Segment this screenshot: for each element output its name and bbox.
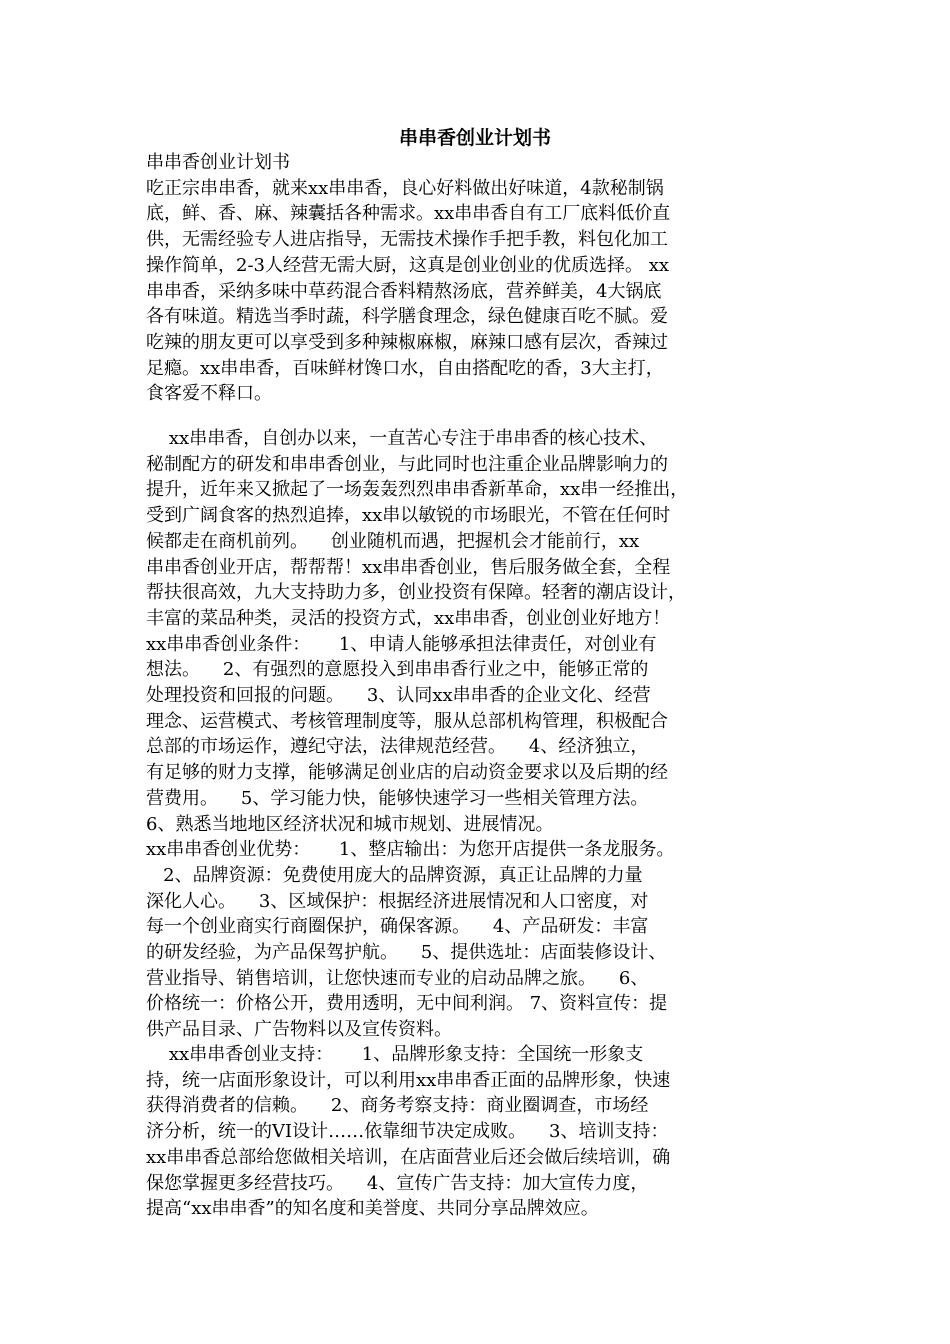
support-paragraph: xx串串香创业支持： 1、品牌形象支持：全国统一形象支 持，统一店面形象设计，可以利用xx串串香正面的品牌形象，快速 获得消费者的信赖。 2、商务考察支持：商业圈调查，市场经 济分析，统一的VI设计……依靠细节决定成败。 3、培训支持： xx串串香总部给您做相关培训，在店面营业后还会做后续培训，确 保您掌握更多经营技巧。 4、宣传广告支持：加大宣传力度， 提高“xx串串香”的知名度和美誉度、共同分享品牌效应。	[146, 1044, 671, 1220]
document-title: 串串香创业计划书	[398, 127, 551, 149]
intro-paragraph: 串串香创业计划书 吃正宗串串香，就来xx串串香，良心好料做出好味道，4款秘制锅 底，鲜、香、麻、辣囊括各种需求。xx串串香自有工厂底料低价直 供，无需经验专人进店指导，无需技术操作手把手教，料包化加工 操作简单，2-3人经营无需大厨，这真是创业创业的优质选择。 xx 串串香，采纳多味中草药混合香料精熬汤底，营养鲜美，4大锅底 各有味道。精选当季时蔬，科学膳食理念，绿色健康百吃不腻。爱 吃辣的朋友更可以享受到多种辣椒麻椒，麻辣口感有层次，香辣过 足瘾。xx串串香，百味鲜材馋口水，自由搭配吃的香，3大主打， 食客爱不释口。	[146, 152, 671, 405]
company-conditions-advantages-paragraph: xx串串香，自创办以来，一直苦心专注于串串香的核心技术、 秘制配方的研发和串串香创业，与此同时也注重企业品牌影响力的 提升，近年来又掀起了一场轰轰烈烈串串香新革命，xx串一经推出， 受到广阔食客的热烈追捧，xx串以敏锐的市场眼光，不管在任何时 候都走在商机前列。 创业随机而遇，把握机会才能前行，xx 串串香创业开店，帮帮帮！xx串串香创业，售后服务做全套，全程 帮扶很高效，九大支持助力多，创业投资有保障。轻奢的潮店设计， 丰富的菜品种类，灵活的投资方式，xx串串香，创业创业好地方！ xx串串香创业条件： 1、申请人能够承担法律责任，对创业有 想法。 2、有强烈的意愿投入到串串香行业之中，能够正常的 处理投资和回报的问题。 3、认同xx串串香的企业文化、经营 理念、运营模式、考核管理制度等，服从总部机构管理，积极配合 总部的市场运作，遵纪守法，法律规范经营。 4、经济独立， 有足够的财力支撑，能够满足创业店的启动资金要求以及后期的经 营费用。 5、学习能力快，能够快速学习一些相关管理方法。 6、熟悉当地地区经济状况和城市规划、进展情况。 xx串串香创业优势： 1、整店输出：为您开店提供一条龙服务。 2、品牌资源：免费使用庞大的品牌资源，真正让品牌的力量 深化人心。 3、区域保护：根据经济进展情况和人口密度，对 每一个创业商实行商圈保护，确保客源。 4、产品研发：丰富 的研发经验，为产品保驾护航。 5、提供选址：店面装修设计、 营业指导、销售培训，让您快速而专业的启动品牌之旅。 6、 价格统一：价格公开，费用透明，无中间利润。 7、资料宣传：提 供产品目录、广告物料以及宣传资料。	[146, 428, 689, 1041]
